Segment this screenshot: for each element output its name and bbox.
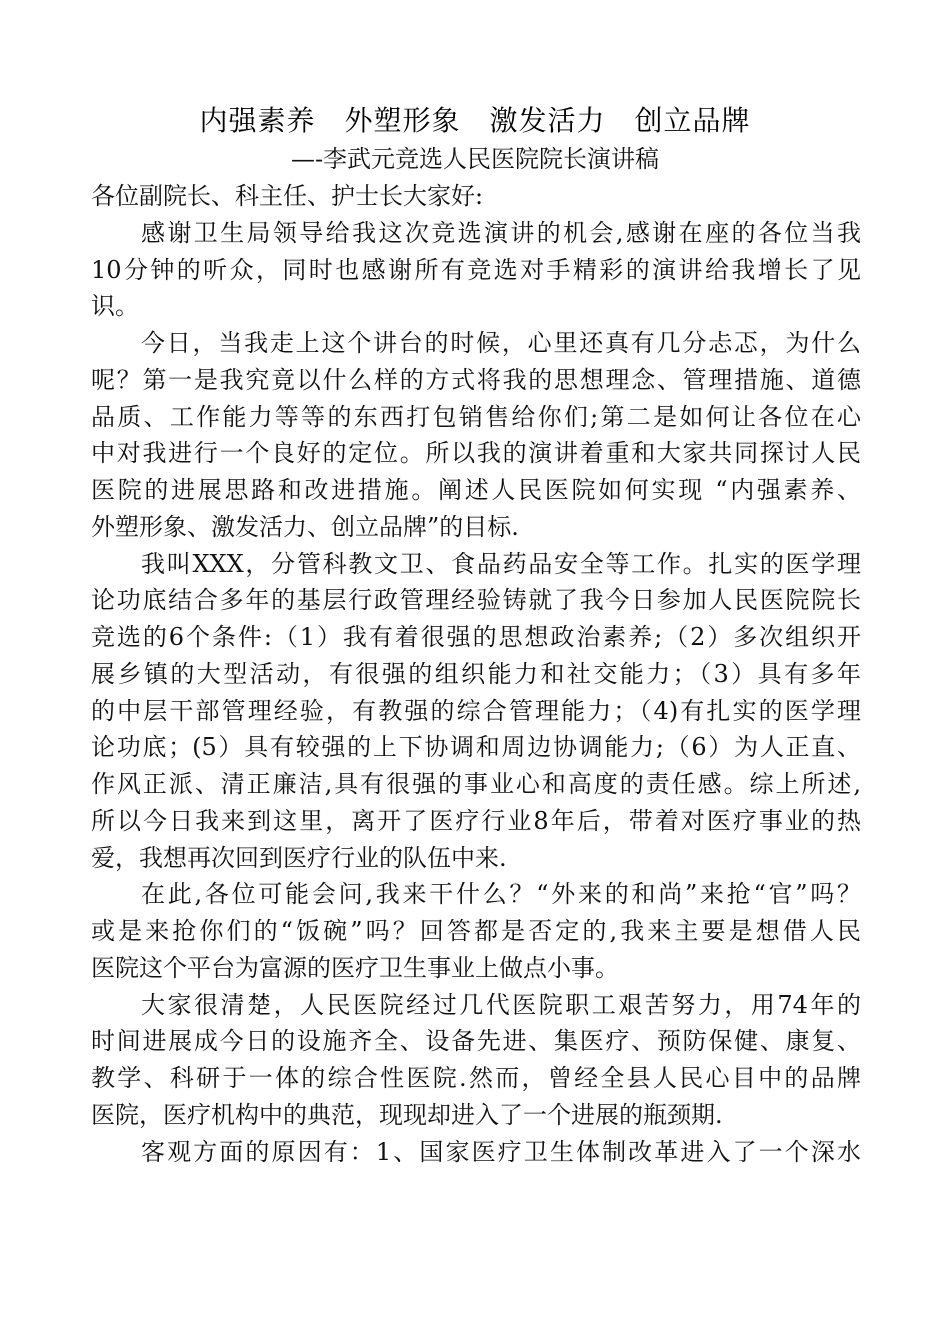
- document-subtitle: —-李武元竞选人民医院院长演讲稿: [290, 145, 660, 173]
- document-body: [91, 178, 861, 1170]
- text-line: 或是来抢你们的“饭碗”吗？回答都是否定的,我来主要是想借人民: [91, 917, 861, 945]
- text-line: 识。: [91, 292, 139, 321]
- text-line: 品质、工作能力等等的东西打包销售给你们;第二是如何让各位在心: [91, 402, 861, 431]
- text-line: 医院这个平台为富源的医疗卫生事业上做点小事。: [91, 953, 619, 982]
- text-line: 竞选的6个条件:（1）我有着很强的思想政治素养;（2）多次组织开: [91, 623, 861, 651]
- text-line: 各位副院长、科主任、护士长大家好:: [91, 182, 484, 210]
- document-title: 内强素养 外塑形象 激发活力 创立品牌: [199, 104, 751, 137]
- text-line: 展乡镇的大型活动，有很强的组织能力和社交能力；（3）具有多年: [91, 659, 861, 688]
- text-line: 大家很清楚，人民医院经过几代医院职工艰苦努力，用74年的: [141, 990, 861, 1019]
- text-line: 的中层干部管理经验，有教强的综合管理能力；（4)有扎实的医学理: [91, 696, 861, 725]
- text-line: 感谢卫生局领导给我这次竞选演讲的机会,感谢在座的各位当我: [141, 218, 861, 247]
- text-line: 爱，我想再次回到医疗行业的队伍中来.: [91, 843, 507, 872]
- text-line: 教学、科研于一体的综合性医院.然而，曾经全县人民心目中的品牌: [91, 1064, 861, 1092]
- text-line: 客观方面的原因有：1、国家医疗卫生体制改革进入了一个深水: [141, 1137, 861, 1166]
- text-line: 所以今日我来到这里，离开了医疗行业8年后，带着对医疗事业的热: [91, 806, 861, 835]
- text-line: 作风正派、清正廉洁,具有很强的事业心和高度的责任感。综上所述,: [91, 770, 861, 798]
- text-line: 论功底结合多年的基层行政管理经验铸就了我今日参加人民医院院长: [91, 586, 861, 615]
- text-line: 论功底；(5）具有较强的上下协调和周边协调能力;（6）为人正直、: [91, 733, 861, 762]
- text-line: 中对我进行一个良好的定位。所以我的演讲着重和大家共同探讨人民: [91, 439, 861, 468]
- text-line: 今日，当我走上这个讲台的时候，心里还真有几分忐忑，为什么: [141, 329, 861, 357]
- text-line: 10分钟的听众，同时也感谢所有竞选对手精彩的演讲给我增长了见: [91, 255, 861, 284]
- text-line: 时间进展成今日的设施齐全、设备先进、集医疗、预防保健、康复、: [91, 1027, 861, 1056]
- text-line: 在此,各位可能会问,我来干什么？“外来的和尚”来抢“官”吗？: [141, 880, 861, 909]
- text-line: 外塑形象、激发活力、创立品牌”的目标.: [91, 512, 519, 541]
- text-line: 呢？第一是我究竟以什么样的方式将我的思想理念、管理措施、道德: [91, 365, 861, 394]
- text-line: 医院的进展思路和改进措施。阐述人民医院如何实现 “内强素养、: [91, 476, 861, 504]
- text-line: 医院，医疗机构中的典范，现现却进入了一个进展的瓶颈期.: [91, 1100, 723, 1129]
- text-line: 我叫XXX，分管科教文卫、食品药品安全等工作。扎实的医学理: [141, 549, 861, 578]
